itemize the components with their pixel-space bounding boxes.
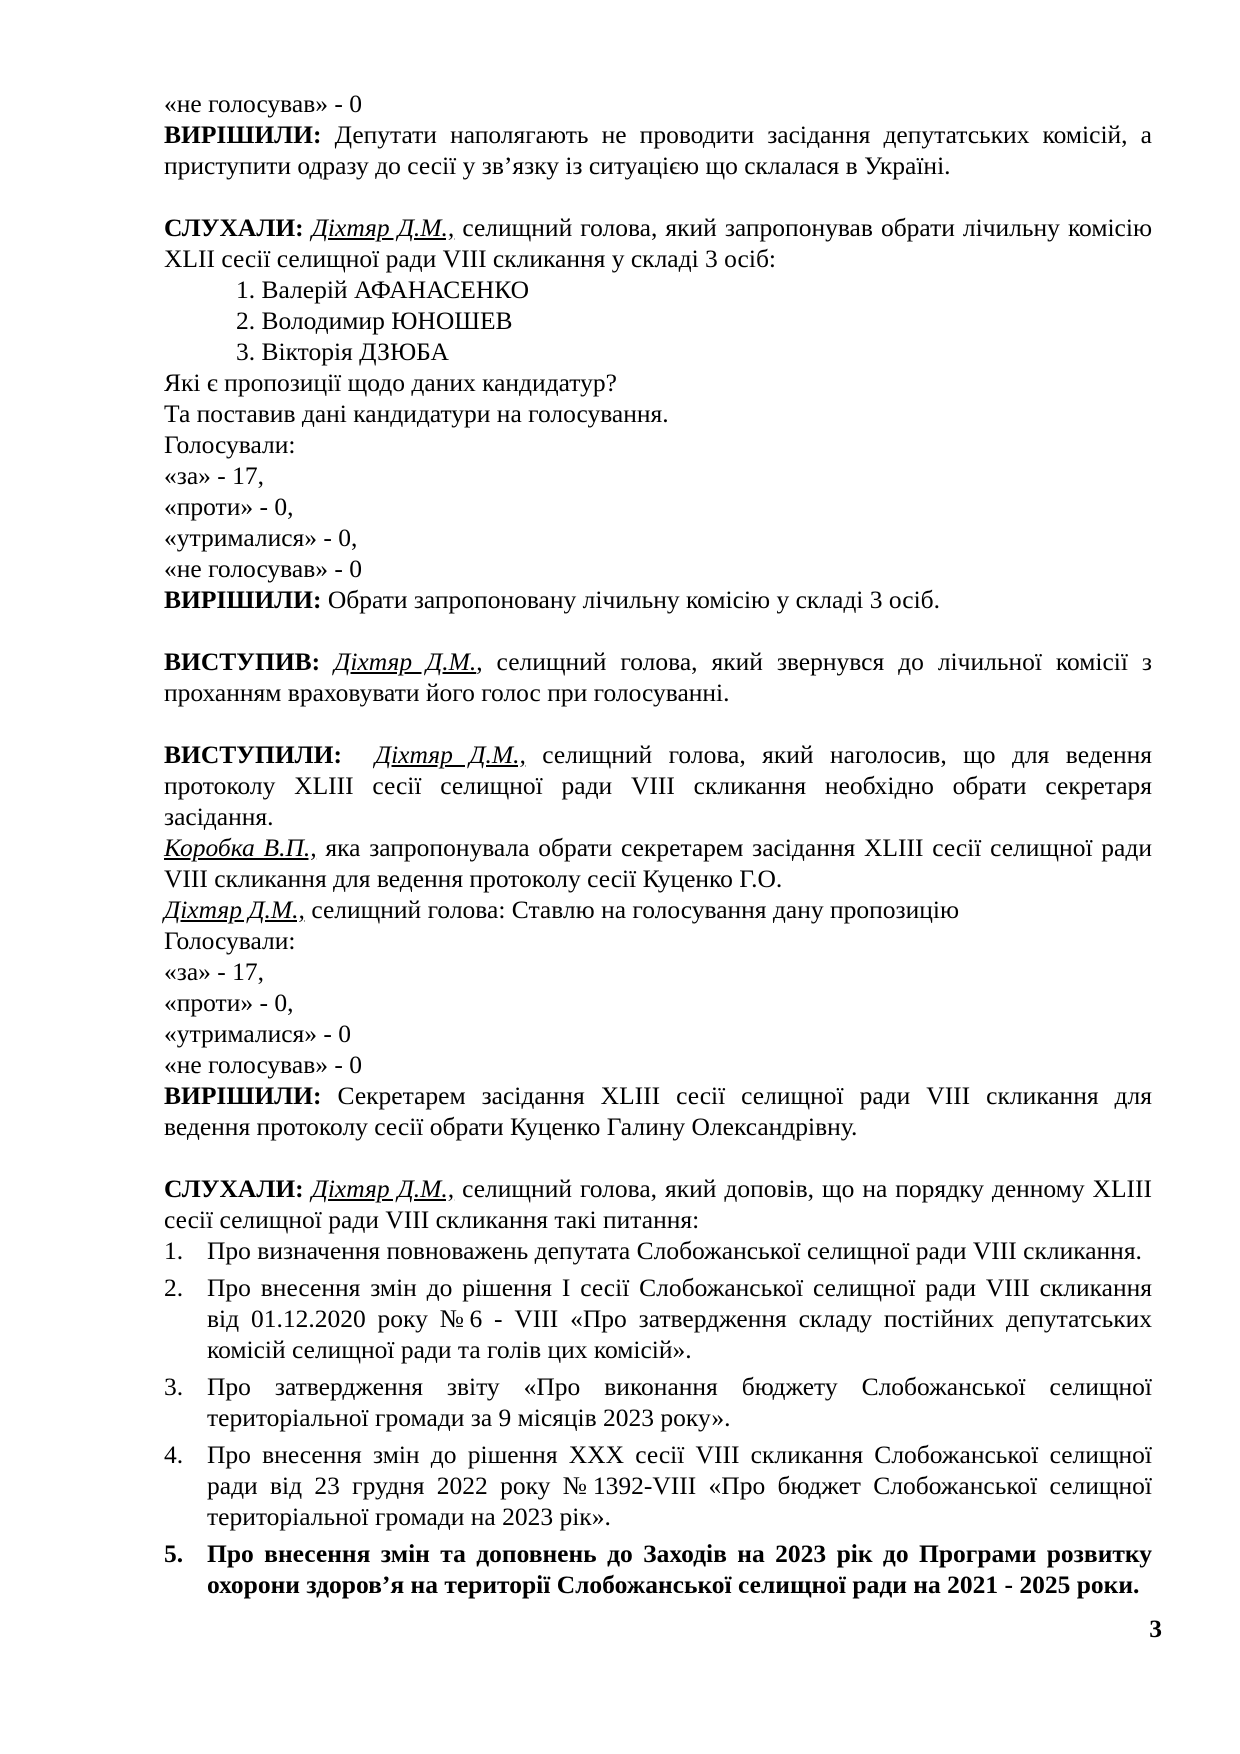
agenda-list — [164, 1235, 1152, 1600]
speaker-name: Діхтяр Д.М., — [311, 1174, 455, 1203]
vote-for: «за» - 17, — [164, 957, 265, 986]
vote-abstained: «утрималися» - 0, — [164, 523, 358, 552]
decided-text: Депутати наполягають не проводити засідання депутатських комісій, а приступити одразу до сесії у зв’язку із ситуацією що склалася в Україні. — [164, 120, 1152, 180]
vote-call-paragraph — [164, 894, 1152, 925]
decided-text: Секретарем засідання ХLIІІ сесії селищної ради VIII скликання для ведення протоколу сесії обрати Куценко Галину Олександрівну. — [164, 1081, 1152, 1141]
page-number: 3 — [1149, 1614, 1162, 1643]
vote-against: «проти» - 0, — [164, 492, 294, 521]
list-item: 1. Валерій АФАНАСЕНКО — [236, 275, 530, 304]
decision-paragraph — [164, 584, 1152, 615]
agenda-text: Про затвердження звіту «Про виконання бюджету Слобожанської селищної територіальної громади за 9 місяців 2023 року». — [207, 1372, 1152, 1432]
spoke-label: ВИСТУПИВ: — [164, 647, 321, 676]
heard-label: СЛУХАЛИ: — [164, 213, 304, 242]
agenda-number: 4. — [164, 1440, 184, 1469]
speaker-name: Коробка В.П., — [164, 833, 317, 862]
heard-text: селищний голова, який доповів, що на порядку денному ХLIІІ сесії селищної ради VIII скликання такі питання: — [164, 1174, 1153, 1234]
speaker-name: Діхтяр Д.М., — [164, 895, 305, 924]
agenda-item — [164, 1371, 1152, 1433]
agenda-number: 1. — [164, 1236, 184, 1265]
put-to-vote: Та поставив дані кандидатури на голосування. — [164, 399, 669, 428]
decision-paragraph — [164, 119, 1152, 181]
vote-against: «проти» - 0, — [164, 988, 294, 1017]
spoke-paragraph — [164, 646, 1152, 708]
speaker-name: Діхтяр Д.М. — [334, 647, 477, 676]
agenda-number: 3. — [164, 1372, 184, 1401]
list-item: 3. Вікторія ДЗЮБА — [236, 337, 449, 366]
decided-label: ВИРІШИЛИ: — [164, 120, 322, 149]
agenda-number: 2. — [164, 1273, 184, 1302]
proposal-text: яка запропонувала обрати секретарем засідання ХLIІІ сесії селищної ради VIII скликання для ведення протоколу сесії Куценко Г.О. — [164, 833, 1152, 893]
agenda-text: Про визначення повноважень депутата Слобожанської селищної ради VIII скликання. — [207, 1236, 1142, 1265]
speaker-name: Діхтяр Д.М., — [311, 213, 455, 242]
spoke-text: селищний голова, який наголосив, що для ведення протоколу XLIІІ сесії селищної ради VIІI скликання необхідно обрати секретаря засідання. — [164, 740, 1152, 831]
vote-call-text: селищний голова: Ставлю на голосування дану пропозицію — [304, 895, 960, 924]
agenda-item — [164, 1235, 1152, 1266]
vote-not-voted: «не голосував» - 0 — [164, 554, 362, 583]
vote-not-voted: «не голосував» - 0 — [164, 1050, 362, 1079]
heard-text: селищний голова, який запропонував обрати лічильну комісію ХLІІ сесії селищної ради VIII скликання у складі 3 осіб: — [164, 213, 1152, 273]
heard-paragraph — [164, 212, 1152, 274]
spoke-text: , селищний голова, який звернувся до лічильної комісії з проханням враховувати його голос при голосуванні. — [164, 647, 1152, 707]
proposal-question: Які є пропозиції щодо даних кандидатур? — [164, 368, 617, 397]
vote-abstained: «утрималися» - 0 — [164, 1019, 352, 1048]
spoke-label: ВИСТУПИЛИ: — [164, 740, 342, 769]
heard-paragraph — [164, 1173, 1152, 1235]
vote-not-voted: «не голосував» - 0 — [164, 89, 362, 118]
proposal-paragraph — [164, 832, 1152, 894]
decided-label: ВИРІШИЛИ: — [164, 585, 322, 614]
vote-for: «за» - 17, — [164, 461, 265, 490]
voted-label: Голосували: — [164, 926, 296, 955]
agenda-text: Про внесення змін до рішення ХХХ сесії VIII скликання Слобожанської селищної ради від 23 грудня 2022 року №1392-VIII «Про бюджет Слобожанської селищної територіальної громади на 2023 рік». — [207, 1440, 1152, 1531]
speaker-name: Діхтяр Д.М., — [374, 740, 526, 769]
decided-label: ВИРІШИЛИ: — [164, 1081, 322, 1110]
agenda-text: Про внесення змін та доповнень до Заходів на 2023 рік до Програми розвитку охорони здоров’я на території Слобожанської селищної ради на 2021 - 2025 роки. — [207, 1539, 1152, 1599]
decided-text: Обрати запропоновану лічильну комісію у складі 3 осіб. — [321, 585, 941, 614]
agenda-item — [164, 1272, 1152, 1365]
spoke-paragraph — [164, 739, 1152, 832]
agenda-item — [164, 1439, 1152, 1532]
voted-label: Голосували: — [164, 430, 296, 459]
decision-paragraph — [164, 1080, 1152, 1142]
agenda-number: 5. — [164, 1539, 184, 1568]
counting-commission-list — [164, 274, 1152, 367]
agenda-item — [164, 1538, 1152, 1600]
agenda-text: Про внесення змін до рішення I сесії Слобожанської селищної ради VIII скликання від 01.12.2020 року №6 - VIII «Про затвердження складу постійних депутатських комісій селищної ради та голів цих комісій». — [207, 1273, 1152, 1364]
list-item: 2. Володимир ЮНОШЕВ — [236, 306, 513, 335]
heard-label: СЛУХАЛИ: — [164, 1174, 304, 1203]
